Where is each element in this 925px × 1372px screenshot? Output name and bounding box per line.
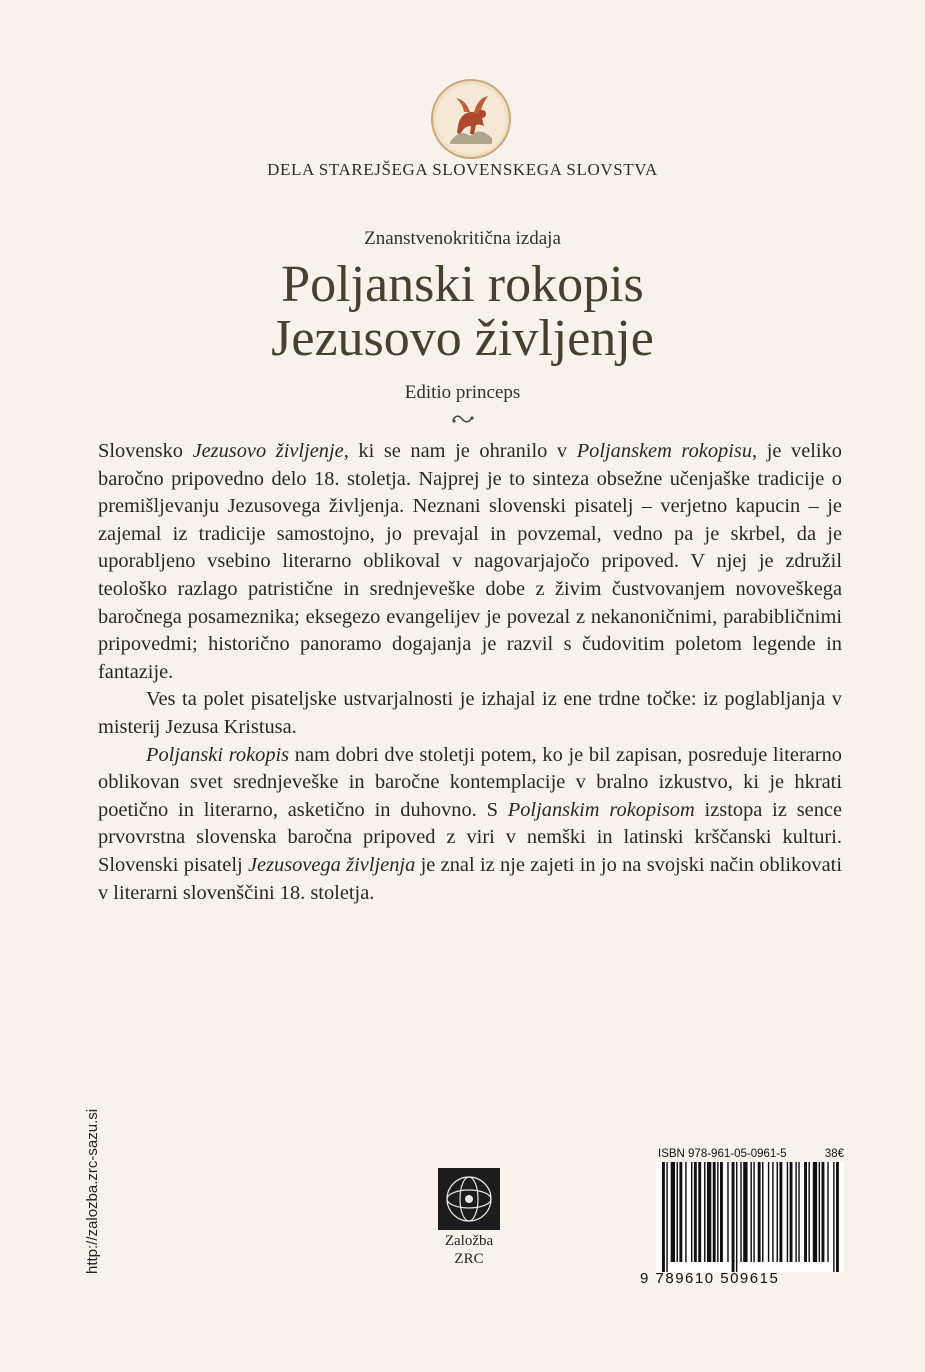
barcode-bar [772,1162,773,1262]
price: 38€ [824,1148,844,1160]
paragraph-1 [98,438,842,686]
text-span: nam dobri dve stoletji potem, ko je bil zapisan, posreduje literarno oblikovan svet srednjeveške in baročne kontemplacije v bralno izkustvo, ki je hkrati poetično in literarno, asketično in duhovno. S [98,743,842,821]
barcode-bar [819,1162,820,1262]
barcode-bar [671,1162,675,1262]
barcode-bar [736,1162,737,1272]
barcode-bar [790,1162,793,1262]
barcode-bars [656,1162,844,1272]
barcode-bar [732,1162,735,1272]
barcode-bar [777,1162,778,1262]
title-line-2: Jezusovo življenje [271,310,654,367]
italic-span: Jezusovega življenja [248,853,416,876]
paragraph-2: Ves ta polet pisateljske ustvarjalnosti je izhajal iz ene trdne točke: iz poglabljanja v misterij Jezusa Kristusa. [98,688,842,738]
italic-span: Jezusovo življenje [192,440,344,462]
barcode-bar [813,1162,817,1262]
barcode-bar [727,1162,728,1262]
barcode-bar [804,1162,807,1262]
publisher-line-2: ZRC [454,1251,484,1267]
italic-span: Poljanskim rokopisom [507,798,695,821]
zrc-publisher-logo-icon [438,1168,500,1230]
barcode-bar [717,1162,718,1262]
text-span: , ki se nam je ohranilo v [343,440,577,462]
barcode-bar [758,1162,761,1262]
edition-type: Znanstvenokritična izdaja [364,228,561,249]
barcode-bar [768,1162,769,1262]
barcode-bar [740,1162,741,1262]
barcode-bar [833,1162,834,1272]
barcode-bar [666,1162,667,1272]
barcode-digits: 9 789610 509615 [640,1270,780,1287]
barcode-bar [720,1162,723,1262]
barcode-bar [787,1162,788,1262]
barcode-bar [762,1162,763,1262]
barcode-bar [679,1162,682,1262]
barcode-bar [779,1162,782,1262]
title-line-1: Poljanski rokopis [281,256,644,313]
barcode-bar [677,1162,678,1262]
ornament-icon [450,410,476,428]
barcode-bar [694,1162,697,1262]
text-span: Slovensko [98,440,193,462]
barcode-bar [685,1162,686,1262]
text-span: je znal iz nje zajeti in jo na svojski način oblikovati v literarni slovenščini 18. stoletja. [98,853,842,904]
publisher-line-1: Založba [444,1233,494,1249]
isbn-line [658,1148,844,1160]
barcode-bar [713,1162,716,1262]
blurb-text [98,438,842,907]
barcode-bar [743,1162,747,1262]
publisher-url[interactable]: http://zalozba.zrc-sazu.si [84,1108,101,1274]
book-title [0,258,925,366]
barcode-bar [798,1162,799,1262]
series-title: DELA STAREJŠEGA SLOVENSKEGA SLOVSTVA [267,160,658,179]
barcode-bar [691,1162,692,1262]
text-span: izstopa iz sence prvovrstna slovenska baročna pripoved z viri v nemški in latinski krščanski kulturi. Slovenski pisatelj [98,798,842,876]
barcode-bar [750,1162,751,1262]
edition-label: Editio princeps [404,382,521,403]
barcode-bar [707,1162,711,1262]
barcode-bar [808,1162,809,1262]
barcode-bar [836,1162,839,1272]
barcode-bar [827,1162,828,1262]
italic-span: Poljanskem rokopisu [576,440,753,462]
italic-span: Poljanski rokopis [146,743,290,766]
barcode-bar [795,1162,796,1262]
barcode-bar [704,1162,705,1262]
barcode [656,1162,844,1272]
paragraph-3 [98,742,842,908]
barcode-bar [698,1162,701,1262]
barcode-bar [822,1162,825,1262]
barcode-bar [753,1162,754,1262]
publisher-name [420,1232,518,1268]
pegasus-emblem-icon [430,78,512,160]
isbn-number: ISBN 978-961-05-0961-5 [658,1148,787,1160]
text-span: , je veliko baročno pripovedno delo 18. stoletja. Najprej je to sinteza obsežne učenjaške tradicije o premišljevanju Jezusovega življenja. Neznani slovenski pisatelj – verjetno kapucin – je zajemal iz tradicije samostojno, jo prevajal in povzemal, vedno pa je skrbel, da je uporabljeno vsebino literarno oblikoval v nagovarjajočo pripoved. V njej je združil teološko razlago patristične in srednjeveške dobe z živim čustvovanjem novoveškega baročnega posameznika; eksegezo evangelijev je povezal z nekanoničnimi, parabibličnimi pripovedmi; historično panoramo dogajanja je razvil s čudovitim poletom legende in fantazije. [98,440,842,683]
barcode-bar [662,1162,665,1272]
